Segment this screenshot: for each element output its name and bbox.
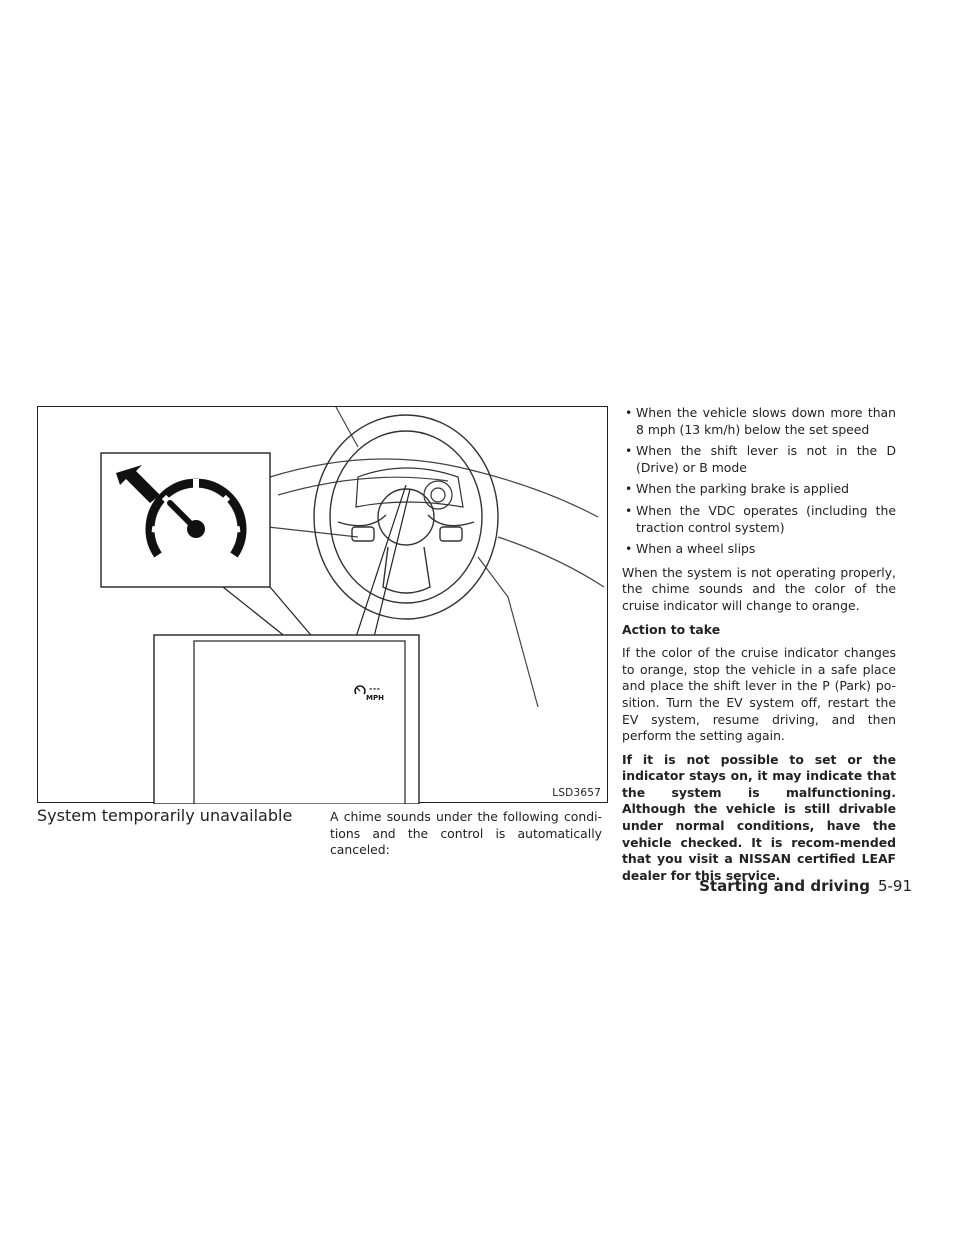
cruise-indicator-illustration	[38, 407, 609, 804]
bullet-icon: •	[625, 481, 633, 497]
display-screen	[194, 641, 405, 804]
page-footer	[699, 877, 912, 895]
right-column	[622, 405, 896, 891]
mph-dashes: ---	[369, 684, 381, 693]
footer-section: Starting and driving	[699, 877, 870, 895]
list-item: • When the VDC operates (including the traction control system)	[625, 502, 896, 535]
figure-code: LSD3657	[552, 787, 601, 799]
mph-label: MPH	[366, 694, 384, 702]
meter-cluster	[356, 468, 463, 509]
status-paragraph: When the system is not operating properly, the chime sounds and the color of the cruise indicator will change to orange.	[622, 564, 896, 613]
illustration-figure	[37, 406, 608, 803]
page-number: 5-91	[877, 877, 912, 895]
warning-paragraph: If it is not possible to set or the indicator stays on, it may indicate that the system is malfunctioning. Although the vehicle is still drivable under normal conditions, have the vehicle checked. It is recom-mended that you visit a NISSAN certified LEAF dealer for this service.	[622, 751, 896, 883]
section-title: System temporarily unavailable	[37, 806, 293, 825]
bullet-icon: •	[625, 405, 633, 420]
conditions-list	[622, 405, 896, 558]
list-item: • When the vehicle slows down more than 8 mph (13 km/h) below the set speed	[625, 405, 896, 437]
bullet-icon: •	[625, 541, 633, 557]
action-heading: Action to take	[622, 621, 721, 637]
bullet-icon: •	[625, 443, 633, 459]
intro-paragraph: A chime sounds under the following condi-tions and the control is automatically canceled:	[330, 809, 602, 858]
bullet-icon: •	[625, 502, 633, 518]
action-paragraph: If the color of the cruise indicator changes to orange, stop the vehicle in a safe place and place the shift lever in the P (Park) po-sition. Turn the EV system off, restart the EV system, resume driving, and then perform the setting again.	[622, 645, 896, 744]
list-item: • When the parking brake is applied	[625, 481, 849, 497]
middle-column	[330, 809, 602, 866]
list-item: • When a wheel slips	[625, 541, 756, 557]
list-item: • When the shift lever is not in the D (Drive) or B mode	[625, 443, 896, 475]
steering-wheel	[314, 415, 498, 619]
